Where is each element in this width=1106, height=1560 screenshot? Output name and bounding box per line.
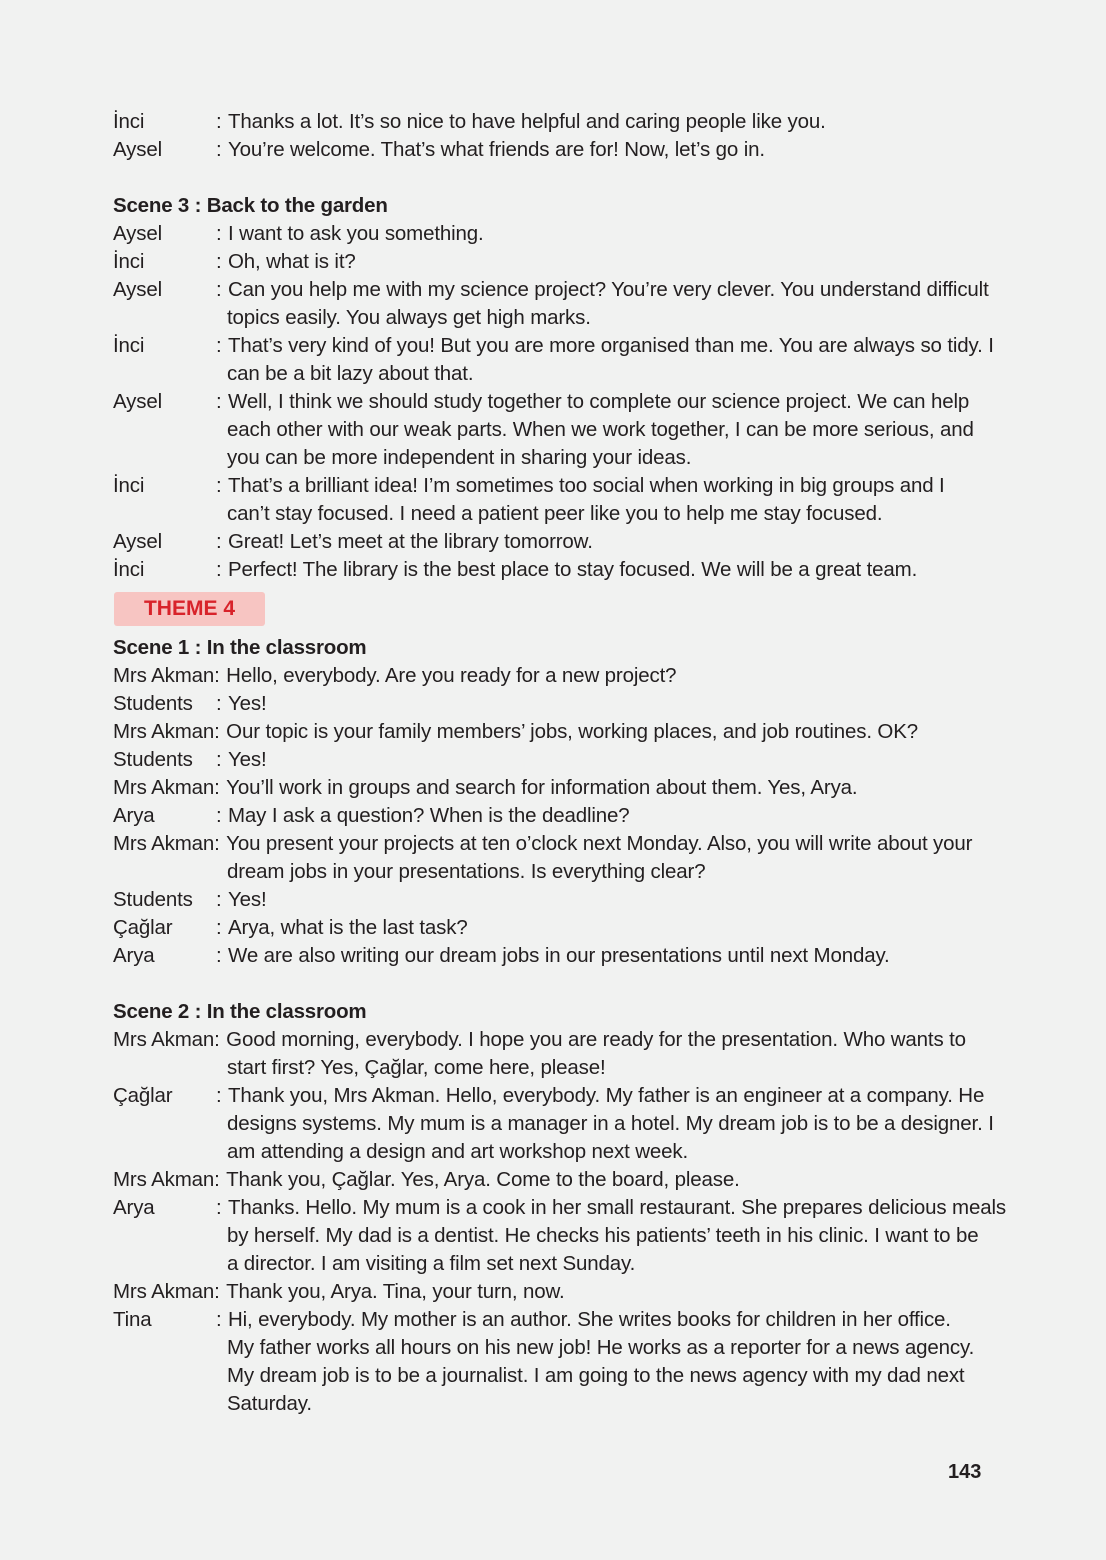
speaker-name: Mrs Akman: [113, 1168, 215, 1191]
speaker-name: Tina: [113, 1308, 152, 1331]
dialogue-text: Hi, everybody. My mother is an author. She writes books for children in her office.: [228, 1308, 951, 1331]
dialogue-text: Yes!: [228, 888, 267, 911]
colon-separator: :: [216, 1196, 222, 1219]
dialogue-text: start first? Yes, Çağlar, come here, please!: [227, 1056, 606, 1079]
dialogue-text: You’re welcome. That’s what friends are for! Now, let’s go in.: [228, 138, 765, 161]
dialogue-text: dream jobs in your presentations. Is everything clear?: [227, 860, 706, 883]
speaker-name: İnci: [113, 334, 145, 357]
dialogue-line: [113, 1166, 1003, 1194]
colon-separator: :: [216, 944, 222, 967]
dialogue-text: May I ask a question? When is the deadline?: [228, 804, 630, 827]
dialogue-continuation: [113, 304, 1003, 332]
dialogue-text: can’t stay focused. I need a patient peer like you to help me stay focused.: [227, 502, 883, 525]
scene-title: Scene 3 : Back to the garden: [113, 194, 388, 217]
page-number: 143: [948, 1461, 982, 1483]
dialogue-text: Thank you, Mrs Akman. Hello, everybody. My father is an engineer at a company. He: [228, 1084, 985, 1107]
dialogue-text: Oh, what is it?: [228, 250, 356, 273]
colon-separator: :: [214, 720, 220, 743]
scene-title: Scene 2 : In the classroom: [113, 1000, 367, 1023]
colon-separator: :: [216, 1308, 222, 1331]
dialogue-text: each other with our weak parts. When we work together, I can be more serious, and: [227, 418, 974, 441]
speaker-name: Arya: [113, 944, 155, 967]
dialogue-text: We are also writing our dream jobs in our presentations until next Monday.: [228, 944, 890, 967]
colon-separator: :: [216, 278, 222, 301]
speaker-name: İnci: [113, 110, 145, 133]
colon-separator: :: [216, 222, 222, 245]
dialogue-line: [113, 1306, 1003, 1334]
dialogue-continuation: [113, 1138, 1003, 1166]
dialogue-line: [113, 942, 1003, 970]
dialogue-text: am attending a design and art workshop next week.: [227, 1140, 689, 1163]
dialogue-continuation: [113, 858, 1003, 886]
dialogue-line: [113, 886, 1003, 914]
speaker-name: Mrs Akman: [113, 832, 215, 855]
dialogue-continuation: [113, 1250, 1003, 1278]
theme-badge: THEME 4: [114, 592, 265, 626]
dialogue-line: [113, 662, 1003, 690]
dialogue-text: I want to ask you something.: [228, 222, 484, 245]
dialogue-line: [113, 248, 1003, 276]
speaker-name: Aysel: [113, 278, 163, 301]
speaker-name: Mrs Akman: [113, 1280, 215, 1303]
dialogue-continuation: [113, 1222, 1003, 1250]
dialogue-line: [113, 276, 1003, 304]
speaker-name: Students: [113, 692, 193, 715]
dialogue-block: [113, 220, 1003, 584]
colon-separator: :: [216, 138, 222, 161]
dialogue-line: [113, 718, 1003, 746]
dialogue-text: That’s very kind of you! But you are more organised than me. You are always so tidy. I: [228, 334, 994, 357]
colon-separator: :: [216, 692, 222, 715]
speaker-name: Çağlar: [113, 1084, 173, 1107]
speaker-name: Students: [113, 888, 193, 911]
dialogue-line: [113, 108, 1003, 136]
colon-separator: :: [216, 474, 222, 497]
dialogue-text: Thanks. Hello. My mum is a cook in her small restaurant. She prepares delicious meals: [228, 1196, 1006, 1219]
speaker-name: İnci: [113, 558, 145, 581]
dialogue-text: Can you help me with my science project? You’re very clever. You understand difficult: [228, 278, 989, 301]
dialogue-text: Saturday.: [227, 1392, 312, 1415]
colon-separator: :: [214, 664, 220, 687]
dialogue-line: [113, 472, 1003, 500]
speaker-name: Students: [113, 748, 193, 771]
speaker-name: Mrs Akman: [113, 776, 215, 799]
dialogue-text: you can be more independent in sharing your ideas.: [227, 446, 692, 469]
colon-separator: :: [216, 110, 222, 133]
dialogue-text: topics easily. You always get high marks.: [227, 306, 591, 329]
dialogue-text: designs systems. My mum is a manager in a hotel. My dream job is to be a designer. I: [227, 1112, 994, 1135]
dialogue-continuation: [113, 1334, 1003, 1362]
dialogue-line: [113, 1082, 1003, 1110]
scene-title: Scene 1 : In the classroom: [113, 636, 367, 659]
colon-separator: :: [216, 250, 222, 273]
dialogue-continuation: [113, 500, 1003, 528]
dialogue-continuation: [113, 1054, 1003, 1082]
dialogue-line: [113, 914, 1003, 942]
colon-separator: :: [216, 748, 222, 771]
dialogue-text: Great! Let’s meet at the library tomorrow.: [228, 530, 593, 553]
dialogue-text: Arya, what is the last task?: [228, 916, 468, 939]
dialogue-text: Our topic is your family members’ jobs, working places, and job routines. OK?: [226, 720, 918, 743]
colon-separator: :: [216, 334, 222, 357]
dialogue-line: [113, 388, 1003, 416]
dialogue-continuation: [113, 1390, 1003, 1418]
speaker-name: Aysel: [113, 390, 163, 413]
speaker-name: İnci: [113, 474, 145, 497]
colon-separator: :: [216, 390, 222, 413]
dialogue-text: You’ll work in groups and search for information about them. Yes, Arya.: [226, 776, 858, 799]
dialogue-continuation: [113, 444, 1003, 472]
dialogue-line: [113, 1194, 1006, 1222]
speaker-name: Çağlar: [113, 916, 173, 939]
speaker-name: Mrs Akman: [113, 664, 215, 687]
dialogue-block: [113, 108, 1003, 164]
colon-separator: :: [216, 888, 222, 911]
speaker-name: Aysel: [113, 138, 163, 161]
dialogue-line: [113, 690, 1003, 718]
colon-separator: :: [214, 1168, 220, 1191]
dialogue-text: My dream job is to be a journalist. I am going to the news agency with my dad next: [227, 1364, 965, 1387]
dialogue-text: Yes!: [228, 692, 267, 715]
dialogue-block: [113, 662, 1003, 970]
dialogue-line: [113, 746, 1003, 774]
dialogue-text: Perfect! The library is the best place to stay focused. We will be a great team.: [228, 558, 918, 581]
colon-separator: :: [214, 832, 220, 855]
page-content: [113, 108, 1006, 1418]
colon-separator: :: [214, 1028, 220, 1051]
speaker-name: Arya: [113, 1196, 155, 1219]
dialogue-continuation: [113, 1110, 1003, 1138]
dialogue-continuation: [113, 1362, 1003, 1390]
dialogue-text: That’s a brilliant idea! I’m sometimes too social when working in big groups and I: [228, 474, 945, 497]
dialogue-text: Well, I think we should study together to complete our science project. We can help: [228, 390, 970, 413]
dialogue-line: [113, 802, 1003, 830]
colon-separator: :: [216, 1084, 222, 1107]
dialogue-continuation: [113, 416, 1003, 444]
speaker-name: Aysel: [113, 530, 163, 553]
speaker-name: İnci: [113, 250, 145, 273]
dialogue-text: Thank you, Arya. Tina, your turn, now.: [226, 1280, 565, 1303]
dialogue-continuation: [113, 360, 1003, 388]
dialogue-line: [113, 1278, 1003, 1306]
colon-separator: :: [216, 916, 222, 939]
dialogue-line: [113, 1026, 1003, 1054]
dialogue-text: Thank you, Çağlar. Yes, Arya. Come to the board, please.: [226, 1168, 740, 1191]
dialogue-text: My father works all hours on his new job! He works as a reporter for a news agency.: [227, 1336, 975, 1359]
dialogue-block: [113, 1026, 1006, 1418]
dialogue-text: by herself. My dad is a dentist. He checks his patients’ teeth in his clinic. I want to be: [227, 1224, 979, 1247]
dialogue-text: Thanks a lot. It’s so nice to have helpful and caring people like you.: [228, 110, 826, 133]
colon-separator: :: [216, 558, 222, 581]
dialogue-text: Good morning, everybody. I hope you are ready for the presentation. Who wants to: [226, 1028, 966, 1051]
colon-separator: :: [214, 776, 220, 799]
speaker-name: Mrs Akman: [113, 1028, 215, 1051]
dialogue-line: [113, 556, 1003, 584]
dialogue-text: a director. I am visiting a film set next Sunday.: [227, 1252, 636, 1275]
dialogue-line: [113, 332, 1003, 360]
dialogue-text: You present your projects at ten o’clock next Monday. Also, you will write about your: [226, 832, 973, 855]
dialogue-line: [113, 220, 1003, 248]
dialogue-text: Yes!: [228, 748, 267, 771]
speaker-name: Arya: [113, 804, 155, 827]
dialogue-text: Hello, everybody. Are you ready for a new project?: [226, 664, 677, 687]
dialogue-text: can be a bit lazy about that.: [227, 362, 474, 385]
dialogue-line: [113, 830, 1003, 858]
speaker-name: Aysel: [113, 222, 163, 245]
dialogue-line: [113, 136, 1003, 164]
dialogue-line: [113, 528, 1003, 556]
colon-separator: :: [214, 1280, 220, 1303]
dialogue-line: [113, 774, 1003, 802]
colon-separator: :: [216, 804, 222, 827]
speaker-name: Mrs Akman: [113, 720, 215, 743]
colon-separator: :: [216, 530, 222, 553]
